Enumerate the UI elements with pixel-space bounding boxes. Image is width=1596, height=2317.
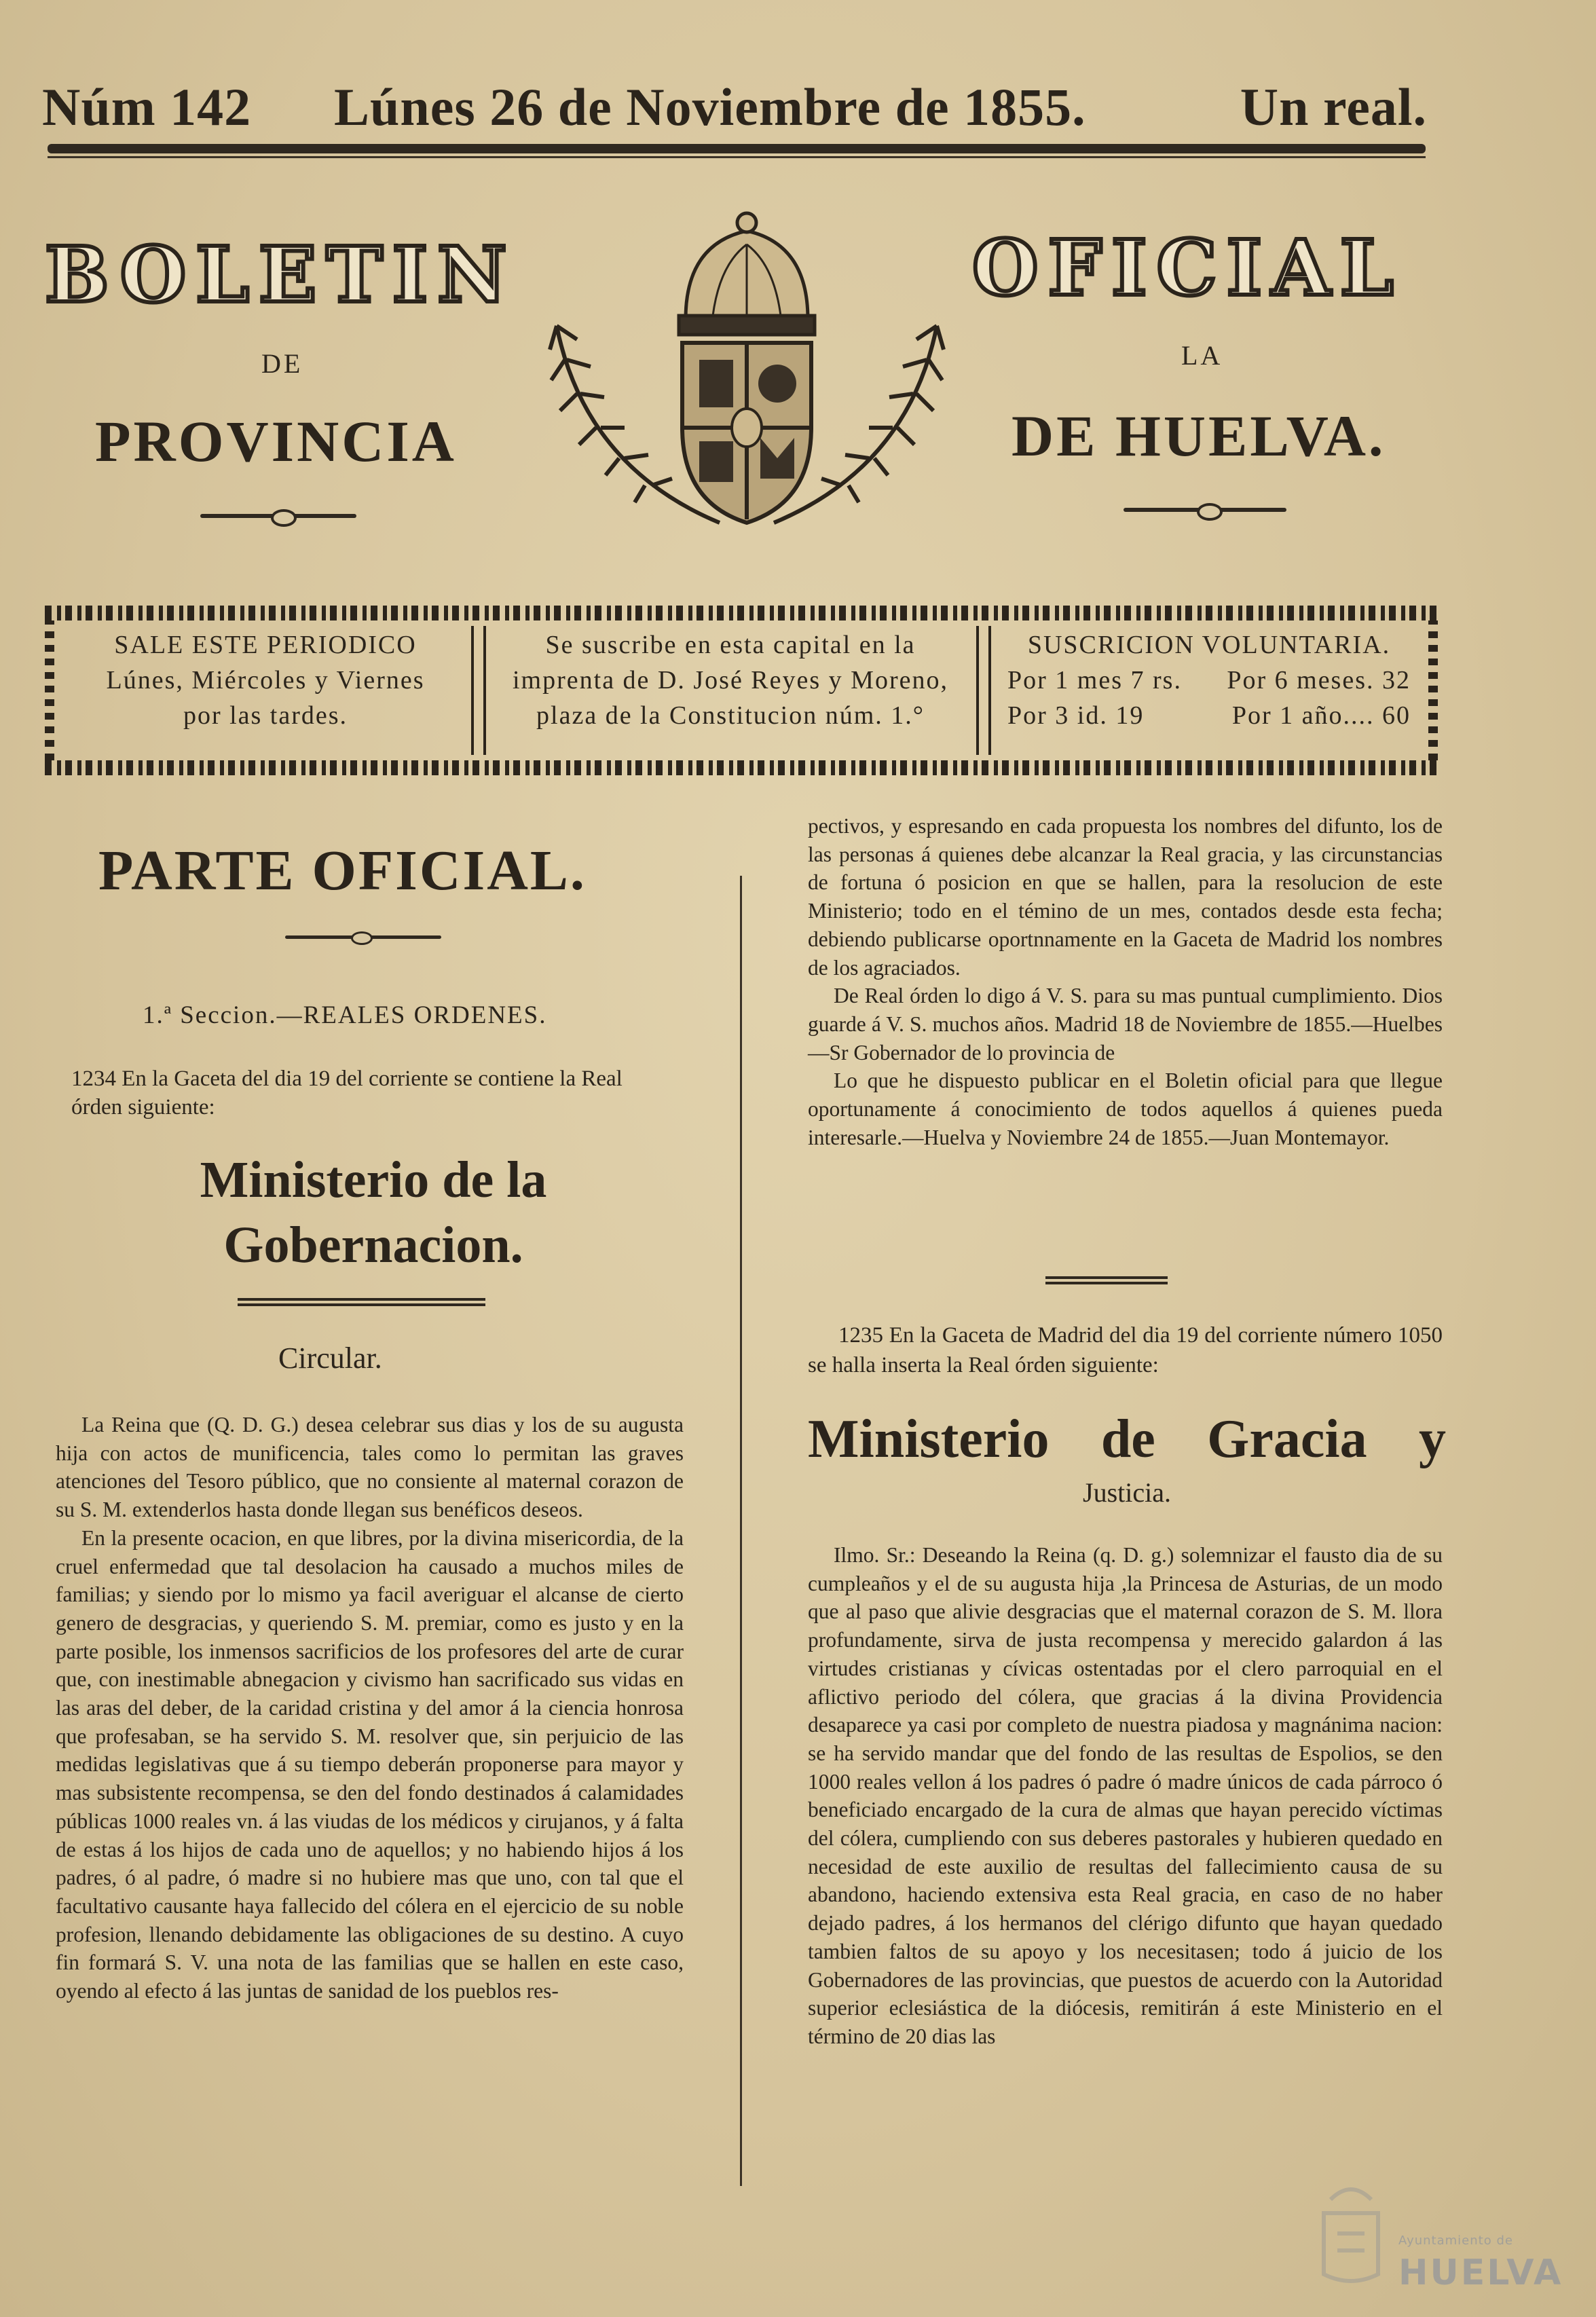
section-heading-parte-oficial: PARTE OFICIAL.	[98, 839, 587, 902]
ministry-heading-gobernacion: Ministerio de la Gobernacion.	[200, 1151, 547, 1274]
circular-heading: Circular.	[278, 1341, 382, 1375]
paragraph: Ilmo. Sr.: Deseando la Reina (q. D. g.) solemnizar el fausto dia de su cumpleaños y el de su augusta hija ,la Princesa de Asturias, de un modo que al paso que alivie desgracias que el maternal corazon de S. M. llora profundamente, sirva de justa recompensa y merecido galardon á las virtudes cristianas y cívicas ostentadas por el clero parroquial en el aflictivo periodo del cólera, que gracias á la divina Providencia desaparece ya casi por completo de nuestra piadosa y magnánima nacion: se ha servido mandar que del fondo de las resultas de Espolios, se den 1000 reales vellon á los padres ó padre ó madre únicos de cada párroco ó beneficiado encargado de la cura de almas que hayan perecido víctimas del cólera, cumpliendo con sus deberes pastorales y hubieren quedado en necesidad de este auxilio de resultas del fallecimiento causa de su abandono, haciendo extensiva esta Real gracia, en caso de no haber dejado padres, á los hermanos del clérigo difunto que hayan quedado tambien faltos de su apoyo y los necesitasen; todo á juicio de los Gobernadores de las provincias, que puestos de acuerdo con la Autoridad superior eclesiástica de la diócesis, remitirán á este Ministerio en el término de 20 dias las	[808, 1543, 1443, 2048]
paragraph: pectivos, y espresando en cada propuesta los nombres del difunto, los de las personas á quienes debe alcanzar la Real gracia, y las circunstancias de fortuna ó posicion en que se hallen, para la resolucion de este Ministerio; todo en el témino de un mes, contados desde esta fecha; debiendo publicarse oportnnamente en la Gaceta de Madrid los nombres de los agraciados.	[808, 814, 1443, 980]
ministry-heading-justicia: Justicia.	[1083, 1477, 1171, 1508]
notice-1234: 1234 En la Gaceta del dia 19 del corriente se contiene la Real órden siguiente:	[71, 1067, 623, 1119]
double-rule	[1045, 1276, 1168, 1284]
flourish-right	[1124, 508, 1286, 512]
header-rule	[48, 144, 1426, 153]
paragraph: De Real órden lo digo á V. S. para su mas puntual cumplimiento. Dios guarde á V. S. muchos años. Madrid 18 de Noviembre de 1855.—Huelbes—Sr Gobernador de lo provincia de	[808, 984, 1443, 1064]
subscription-location: Se suscribe en esta capital en la imprenta de D. José Reyes y Moreno, plaza de la Constitucion núm. 1.°	[513, 631, 948, 730]
issue-number: Núm 142	[42, 77, 252, 136]
paragraph: La Reina que (Q. D. G.) desea celebrar sus dias y los de su augusta hija con actos de munificencia, tales como lo permitan las graves atenciones del Tesoro público, que no consiente al maternal corazon de su S. M. extenderlos hasta donde llegan sus benéficos deseos.	[56, 1413, 684, 1522]
subscription-box	[45, 606, 1438, 775]
ministry-heading-gracia: Ministerio de Gracia y	[808, 1409, 1446, 1469]
masthead-word-provincia: PROVINCIA	[95, 409, 457, 474]
watermark-small-text: Ayuntamiento de	[1398, 2233, 1513, 2248]
double-rule	[238, 1298, 485, 1306]
masthead-word-boletin: BOLETIN	[45, 231, 517, 320]
masthead-word-de: DE	[261, 348, 303, 379]
circular-text	[56, 1411, 684, 2005]
masthead-word-la: LA	[1181, 340, 1223, 371]
subscription-prices: SUSCRICION VOLUNTARIA. Por 1 mes 7 rs. Por 6 meses. 32 Por 3 id. 19 Por 1 año.... 60	[1007, 631, 1411, 730]
ornament	[285, 935, 441, 939]
issue-header	[42, 73, 1427, 148]
section-subheading: 1.ª Seccion.—REALES ORDENES.	[143, 1001, 547, 1029]
issue-price: Un real.	[1240, 77, 1427, 136]
flourish-left	[200, 514, 356, 518]
paragraph: Lo que he dispuesto publicar en el Boletin oficial para que llegue oportunamente á conocimiento de todos aquellos á quienes pueda interesarle.—Huelva y Noviembre 24 de 1855.—Juan Montemayor.	[808, 1069, 1443, 1149]
paragraph: En la presente ocacion, en que libres, por la divina misericordia, de la cruel enfermedad que tal desolacion ha causado a muchos miles de familias; y siendo por lo mismo ya facil averiguar el alcanse de cierto genero de desgracias, y queriendo S. M. premiar, como es justo y en la parte posible, los inmensos sacrificios de los profesores del arte de curar que, con inestimable abnegacion y civismo han sacrificado sus vidas en las aras del deber, de la caridad cristina y del amor á la ciencia honrosa que profesaban, se ha servido S. M. resolver que, sin perjuicio de las medidas legislativas que á su tiempo deberán proponerse para mayor y mas subsistente recompensa, se den del fondo destinados á calamidades públicas 1000 reales vn. á las viudas de los médicos y cirujanos, y á falta de estas á los hijos de cada uno de aquellos; y no habiendo hijos á los padres, ó al padre, ó madre si no hubiere mas que uno, con tal que el facultativo causante haya fallecido del cólera en el ejercicio de su noble profesion, llenando debidamente las obligaciones de su destino. A cuyo fin formará S. V. una nota de las familias que se hallen en este caso, oyendo al efecto á las juntas de sanidad de los pueblos res-	[56, 1525, 684, 2003]
watermark-text: HUELVA	[1398, 2253, 1563, 2293]
issue-date: Lúnes 26 de Noviembre de 1855.	[334, 77, 1086, 136]
header-rule-thin	[48, 156, 1426, 158]
continued-text	[808, 812, 1443, 1151]
royal-crest-icon	[516, 204, 978, 557]
masthead-word-oficial: OFICIAL	[972, 224, 1403, 313]
royal-order-text	[808, 1541, 1443, 2051]
column-divider	[740, 876, 742, 2186]
notice-1235: 1235 En la Gaceta de Madrid del dia 19 del corriente número 1050 se halla inserta la Real órden siguiente:	[808, 1323, 1443, 1377]
publication-schedule: SALE ESTE PERIODICO Lúnes, Miércoles y Viernes por las tardes.	[106, 631, 425, 730]
masthead-word-huelva: DE HUELVA.	[1012, 403, 1386, 468]
